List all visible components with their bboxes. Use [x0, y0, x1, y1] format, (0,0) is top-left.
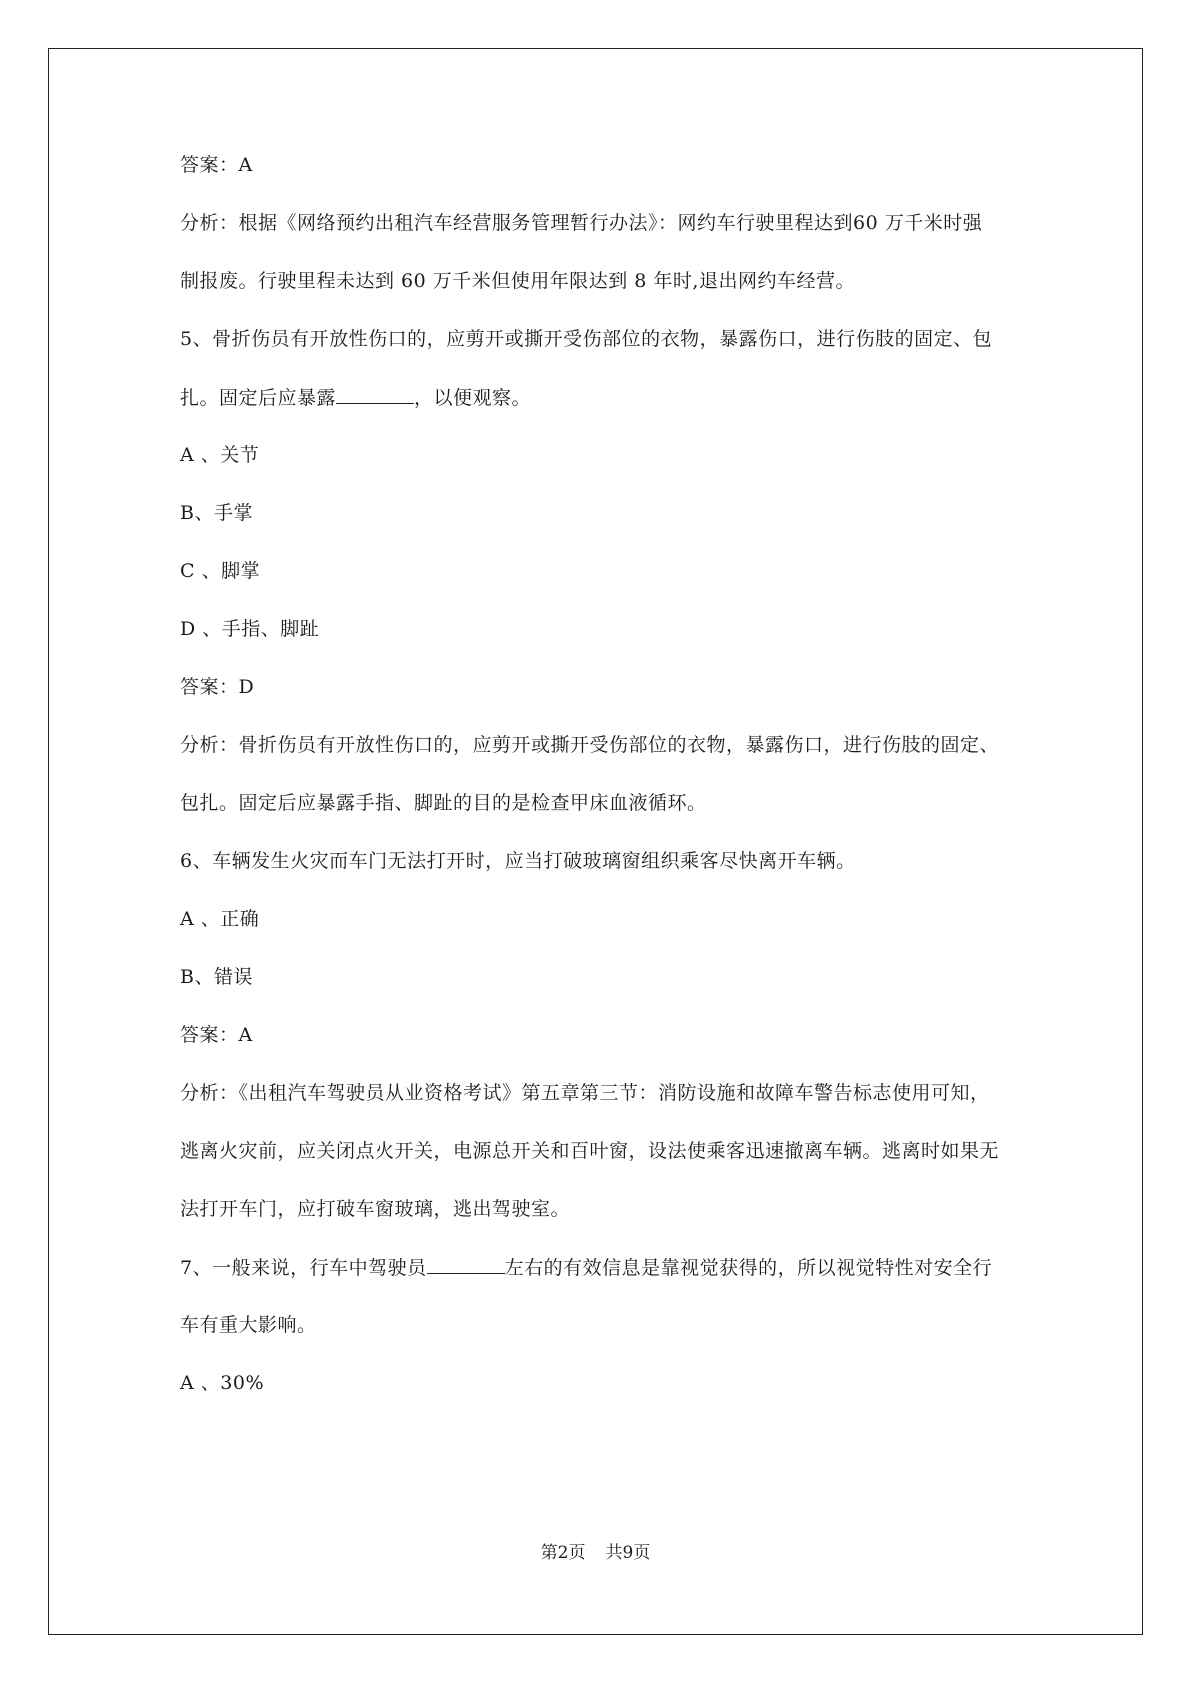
- analysis-line: 包扎。固定后应暴露手指、脚趾的目的是检查甲床血液循环。: [180, 792, 707, 814]
- analysis-line: 分析：根据《网络预约出租汽车经营服务管理暂行办法》：网约车行驶里程达到60 万千米时强: [180, 212, 983, 234]
- analysis-line: 分析：骨折伤员有开放性伤口的，应剪开或撕开受伤部位的衣物，暴露伤口，进行伤肢的固定、: [180, 734, 1000, 756]
- page-footer: [0, 1542, 1191, 1564]
- analysis-line: 制报废。行驶里程未达到 60 万千米但使用年限达到 8 年时,退出网约车经营。: [180, 270, 855, 292]
- question-text: 7、一般来说，行车中驾驶员: [180, 1257, 427, 1279]
- option-c: C 、脚掌: [180, 560, 261, 582]
- page-number: 第2页: [540, 1543, 586, 1563]
- question-6-line: 6、车辆发生火灾而车门无法打开时，应当打破玻璃窗组织乘客尽快离开车辆。: [180, 850, 856, 872]
- answer-line: 答案：A: [180, 1024, 253, 1046]
- fill-blank: [336, 385, 414, 404]
- question-text: 左右的有效信息是靠视觉获得的，所以视觉特性对安全行: [504, 1257, 993, 1279]
- option-b: B、错误: [180, 966, 253, 988]
- question-text: 5、骨折伤员有开放性伤口的，应剪开或撕开受伤部位的衣物，暴露伤口，进行伤肢的固定、包: [180, 328, 993, 350]
- analysis-line: 分析：《出租汽车驾驶员从业资格考试》第五章第三节：消防设施和故障车警告标志使用可知，: [180, 1082, 990, 1104]
- option-d: D 、手指、脚趾: [180, 618, 320, 640]
- question-5-line: [180, 385, 531, 410]
- question-text: ，以便观察。: [414, 387, 532, 409]
- fill-blank: [427, 1255, 505, 1274]
- answer-line: 答案：D: [180, 676, 255, 698]
- question-7-line: [180, 1255, 992, 1280]
- analysis-line: 法打开车门，应打破车窗玻璃，逃出驾驶室。: [180, 1198, 571, 1220]
- question-text: 扎。固定后应暴露: [180, 387, 337, 409]
- question-7-line: 车有重大影响。: [180, 1314, 317, 1336]
- option-b: B、手掌: [180, 502, 253, 524]
- total-pages: 共9页: [605, 1543, 651, 1563]
- answer-line: 答案：A: [180, 154, 253, 176]
- analysis-line: 逃离火灾前，应关闭点火开关，电源总开关和百叶窗，设法使乘客迅速撤离车辆。逃离时如果无: [180, 1140, 1000, 1162]
- option-a: A 、30%: [180, 1372, 264, 1394]
- question-5-line: [180, 327, 992, 351]
- option-a: A 、关节: [180, 444, 260, 466]
- option-a: A 、正确: [180, 908, 260, 930]
